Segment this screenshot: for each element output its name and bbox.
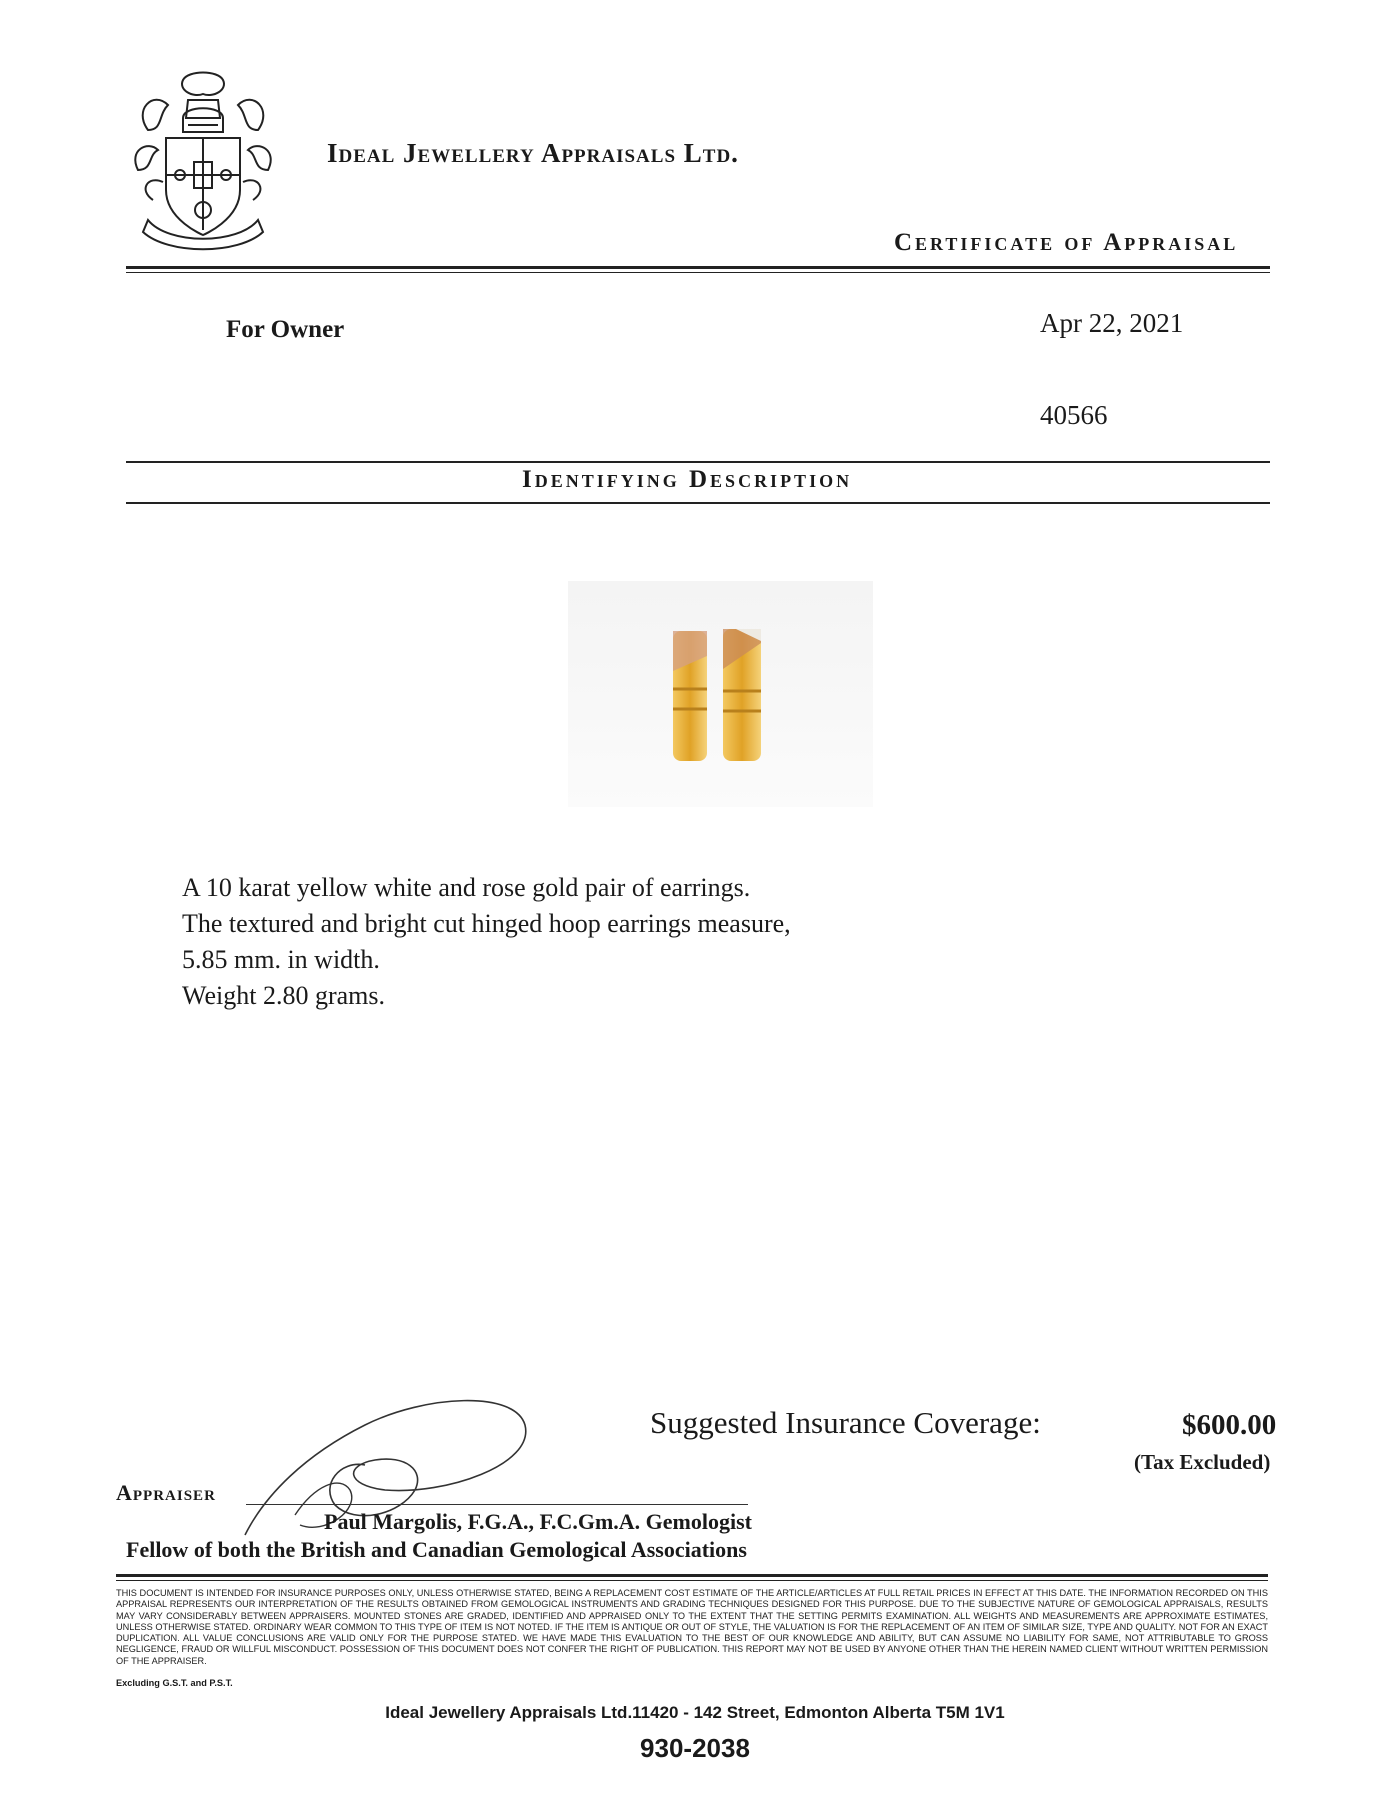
footer-address: Ideal Jewellery Appraisals Ltd.11420 - 142 Street, Edmonton Alberta T5M 1V1 (385, 1703, 1005, 1722)
appraiser-label: Appraiser (116, 1480, 216, 1505)
disclaimer-text: THIS DOCUMENT IS INTENDED FOR INSURANCE PURPOSES ONLY, UNLESS OTHERWISE STATED, BEING A REPLACEMENT COST ESTIMATE OF THE ARTICLE/ARTICLES AT FULL RETAIL PRICES IN EFFECT AT THIS DATE. THE INFORMATION RECORDED ON THIS APPRAISAL REPRESENTS OUR INTERPRETATION OF THE RESULTS OBTAINED FROM GEMOLOGICAL INSTRUMENTS AND GRADING TECHNIQUES DESIGNED FOR THIS PURPOSE. DUE TO THE SUBJECTIVE NATURE OF GEMOLOGICAL APPRAISALS, RESULTS MAY VARY CONSIDERABLY BETWEEN APPRAISERS. MOUNTED STONES ARE GRADED, IDENTIFIED AND APPRAISED ONLY TO THE EXTENT THAT THE SETTING PERMITS EXAMINATION. ALL WEIGHTS AND MEASUREMENTS ARE APPROXIMATE ESTIMATES, UNLESS OTHERWISE STATED. ORDINARY WEAR COMMON TO THIS TYPE OF ITEM IS NOT NOTED. IF THE ITEM IS ANTIQUE OR OUT OF STYLE, THE VALUATION IS FOR THE REPLACEMENT OF AN ITEM OF SIMILAR SIZE, TYPE AND QUALITY. NOT FOR AN EXACT DUPLICATION. ALL VALUE CONCLUSIONS ARE VALID ONLY FOR THE PURPOSE STATED. WE HAVE MADE THIS EVALUATION TO THE BEST OF OUR KNOWLEDGE AND ABILITY, BUT CAN ASSUME NO LIABILITY FOR SAME, NOT ATTRIBUTABLE TO GROSS NEGLIGENCE, FRAUD OR WILLFUL MISCONDUCT. POSSESSION OF THIS DOCUMENT DOES NOT CONFER THE RIGHT OF PUBLICATION. THIS REPORT MAY NOT BE USED BY ANYONE OTHER THAN THE HEREIN NAMED CLIENT WITHOUT WRITTEN PERMISSION OF THE APPRAISER. (116, 1588, 1268, 1666)
header-rule-thick (126, 266, 1270, 269)
section-rule-top (126, 461, 1270, 463)
description-line: The textured and bright cut hinged hoop earrings measure, (182, 909, 791, 938)
tax-exclusion-note: Excluding G.S.T. and P.S.T. (116, 1678, 233, 1688)
coverage-value: $600.00 (1182, 1409, 1277, 1441)
section-rule-bottom (126, 502, 1270, 504)
earrings-image (568, 581, 873, 807)
certificate-number: 40566 (1040, 400, 1108, 430)
description-line: A 10 karat yellow white and rose gold pair of earrings. (182, 873, 751, 902)
disclaimer-rule-thick (116, 1574, 1268, 1577)
tax-note: (Tax Excluded) (1134, 1450, 1271, 1474)
owner-label: For Owner (226, 316, 345, 343)
footer-phone: 930-2038 (640, 1733, 750, 1763)
disclaimer-rule-thin (116, 1580, 1268, 1581)
coat-of-arms-icon (128, 70, 278, 255)
certificate-title: Certificate of Appraisal (894, 229, 1239, 256)
item-photo (568, 581, 873, 807)
appraisal-date: Apr 22, 2021 (1040, 308, 1184, 338)
appraiser-fellowship: Fellow of both the British and Canadian Gemological Associations (126, 1537, 747, 1562)
appraiser-name: Paul Margolis, F.G.A., F.C.Gm.A. Gemologist (324, 1509, 752, 1534)
header-rule-thin (126, 272, 1270, 273)
coverage-label: Suggested Insurance Coverage: (650, 1405, 1041, 1440)
item-description (182, 870, 791, 1014)
signature-line (246, 1504, 748, 1505)
description-line: Weight 2.80 grams. (182, 981, 385, 1010)
description-line: 5.85 mm. in width. (182, 945, 380, 974)
section-title: Identifying Description (522, 466, 853, 493)
company-name: Ideal Jewellery Appraisals Ltd. (327, 138, 739, 168)
